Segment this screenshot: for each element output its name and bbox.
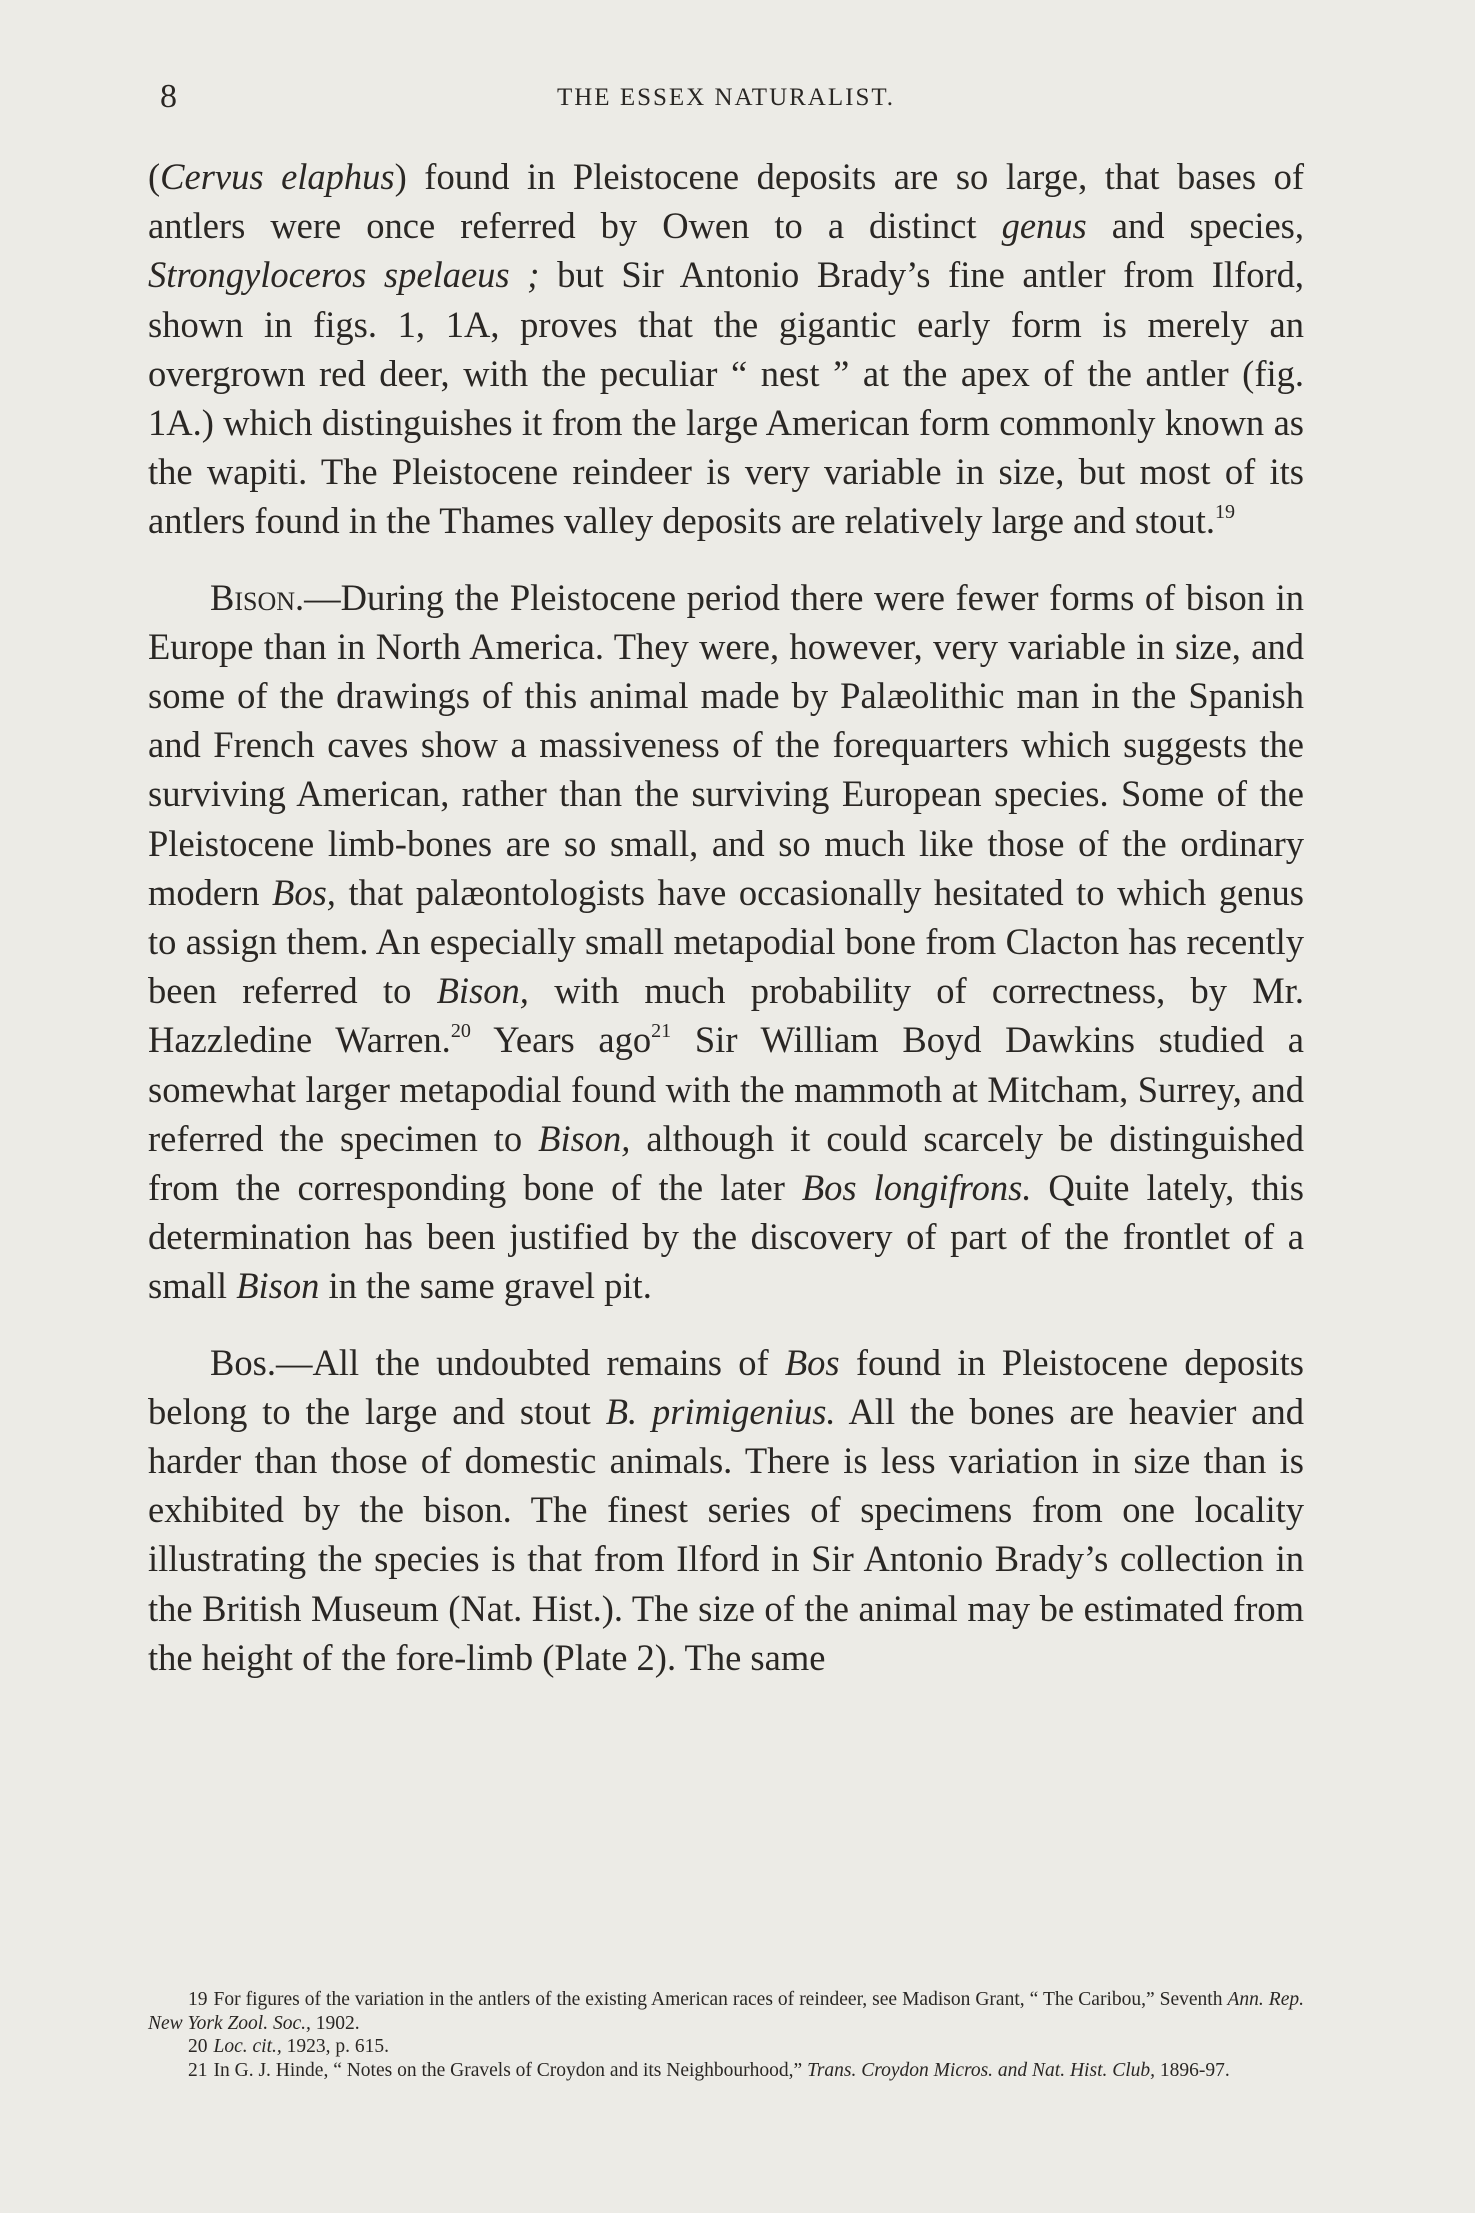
italic-run: Loc. cit., [213, 2036, 282, 2057]
paragraph-deer [148, 152, 1304, 546]
text-run: .—All the undoubted remains of [266, 1341, 785, 1383]
footnote-ref: 20 [450, 1020, 471, 1043]
italic-run: Bison, [538, 1117, 631, 1159]
italic-run: genus [1001, 205, 1087, 247]
footnote-number: 21 [188, 2059, 208, 2081]
italic-run: B. primigenius. [605, 1390, 836, 1432]
text-run: .—During the Pleistocene period there were fewer forms of bison in Europe than in North America. They were, however, very variable in size, and some of the drawings of this animal made by Palæolithic man in the Spanish and French caves show a massiveness of the forequarters which suggests the surviving American, rather than the surviving European species. Some of the Pleistocene limb-bones are so small, and so much like those of the ordinary modern [148, 576, 1304, 913]
italic-run: Bison, [436, 970, 529, 1012]
italic-run: Strongyloceros spelaeus ; [148, 254, 540, 296]
page-number: 8 [160, 78, 177, 115]
text-run: Years ago [470, 1019, 652, 1061]
italic-run: Bos longifrons. [801, 1167, 1032, 1209]
italic-run: Bos [784, 1341, 840, 1383]
text-run: but Sir Antonio Brady’s fine antler from Ilford, shown in figs. 1, 1A, proves that the gigantic early form is merely an overgrown red deer, with the peculiar “ nest ” at the apex of the antler (fig. 1A.) which distinguishes it from the large American form commonly known as the wapiti. The Pleistocene reindeer is very variable in size, but most of its antlers found in the Thames valley deposits are relatively large and stout. [148, 254, 1304, 542]
text-run: 1896-97. [1155, 2059, 1230, 2081]
text-run: 1923, p. 615. [281, 2036, 389, 2057]
running-title: THE ESSEX NATURALIST. [556, 84, 896, 111]
italic-run: Cervus elaphus [160, 156, 395, 197]
text-run: in the same gravel pit. [319, 1265, 652, 1307]
italic-run: Ann. Rep. New York Zool. Soc., [148, 1989, 1304, 2034]
text-run: found in Pleistocene deposits belong to the large and stout [148, 1341, 1304, 1432]
footnote-21 [148, 2059, 1304, 2083]
footnote-ref: 19 [1214, 501, 1236, 524]
paragraph-bison [148, 573, 1304, 1311]
page-header [148, 78, 1304, 126]
text-run: and species, [1086, 205, 1304, 247]
section-heading: Bison [210, 576, 296, 618]
text-run: ) found in Pleistocene deposits are so large, that bases of antlers were once referred by Owen to a distinct [148, 156, 1304, 247]
text-run: All the bones are heavier and harder than those of domestic animals. There is less variation in size than is exhibited by the bison. The finest series of specimens from one locality illustrating the species is that from Ilford in Sir Antonio Brady’s collection in the British Museum (Nat. Hist.). The size of the animal may be estimated from the height of the fore-limb (Plate 2). The same [148, 1390, 1304, 1678]
text-run: 1902. [310, 2012, 360, 2034]
footnote-20 [148, 2035, 1304, 2059]
text-run: In G. J. Hinde, “ Notes on the Gravels of Croydon and its Neighbourhood,” [213, 2059, 808, 2081]
text-run: Quite lately, this determination has been justified by the discovery of part of the frontlet of a small [148, 1167, 1304, 1307]
footnote-number: 20 [188, 2036, 208, 2057]
footnote-19 [148, 1988, 1304, 2035]
text-run: that palæontologists have occasionally hesitated to which genus to assign them. An especially small metapodial bone from Clacton has recently been referred to [148, 871, 1304, 1012]
section-heading: Bos [210, 1341, 267, 1383]
text-run: with much probability of correctness, by Mr. Hazzledine Warren. [148, 970, 1305, 1061]
footnote-ref: 21 [651, 1020, 672, 1043]
text-run: For figures of the variation in the antlers of the existing American races of reindeer, see Madison Grant, “ The Caribou,” Seventh [213, 1989, 1228, 2010]
text-run: ( [148, 156, 161, 197]
text-run: Sir William Boyd Dawkins studied a somewhat larger metapodial found with the mammoth at Mitcham, Surrey, and referred the specimen to [148, 1019, 1304, 1159]
paragraph-bos [148, 1338, 1304, 1682]
body-text [148, 152, 1304, 1682]
footnote-number: 19 [188, 1989, 208, 2010]
italic-run: Bos, [272, 871, 336, 913]
text-run: although it could scarcely be distinguished from the corresponding bone of the later [148, 1117, 1305, 1209]
italic-run: Trans. Croydon Micros. and Nat. Hist. Club, [807, 2059, 1156, 2081]
italic-run: Bison [236, 1265, 320, 1307]
footnotes [148, 1988, 1304, 2082]
